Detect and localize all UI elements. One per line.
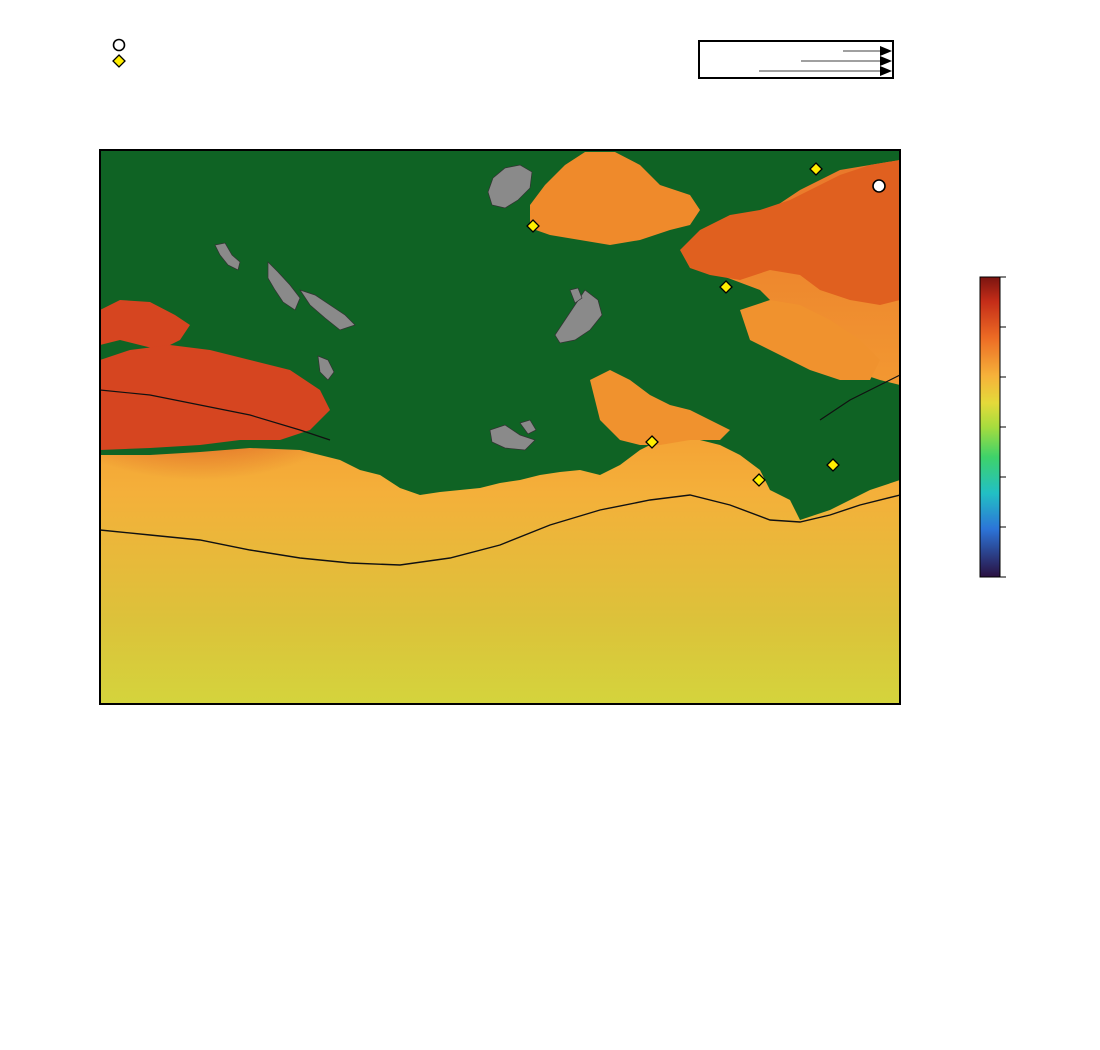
- colorbar: [980, 277, 1000, 577]
- usm-instrument-marker[interactable]: [873, 180, 885, 192]
- colorbar-ramp: [980, 277, 1000, 577]
- colorbar-tick-marks: [0, 0, 1100, 1]
